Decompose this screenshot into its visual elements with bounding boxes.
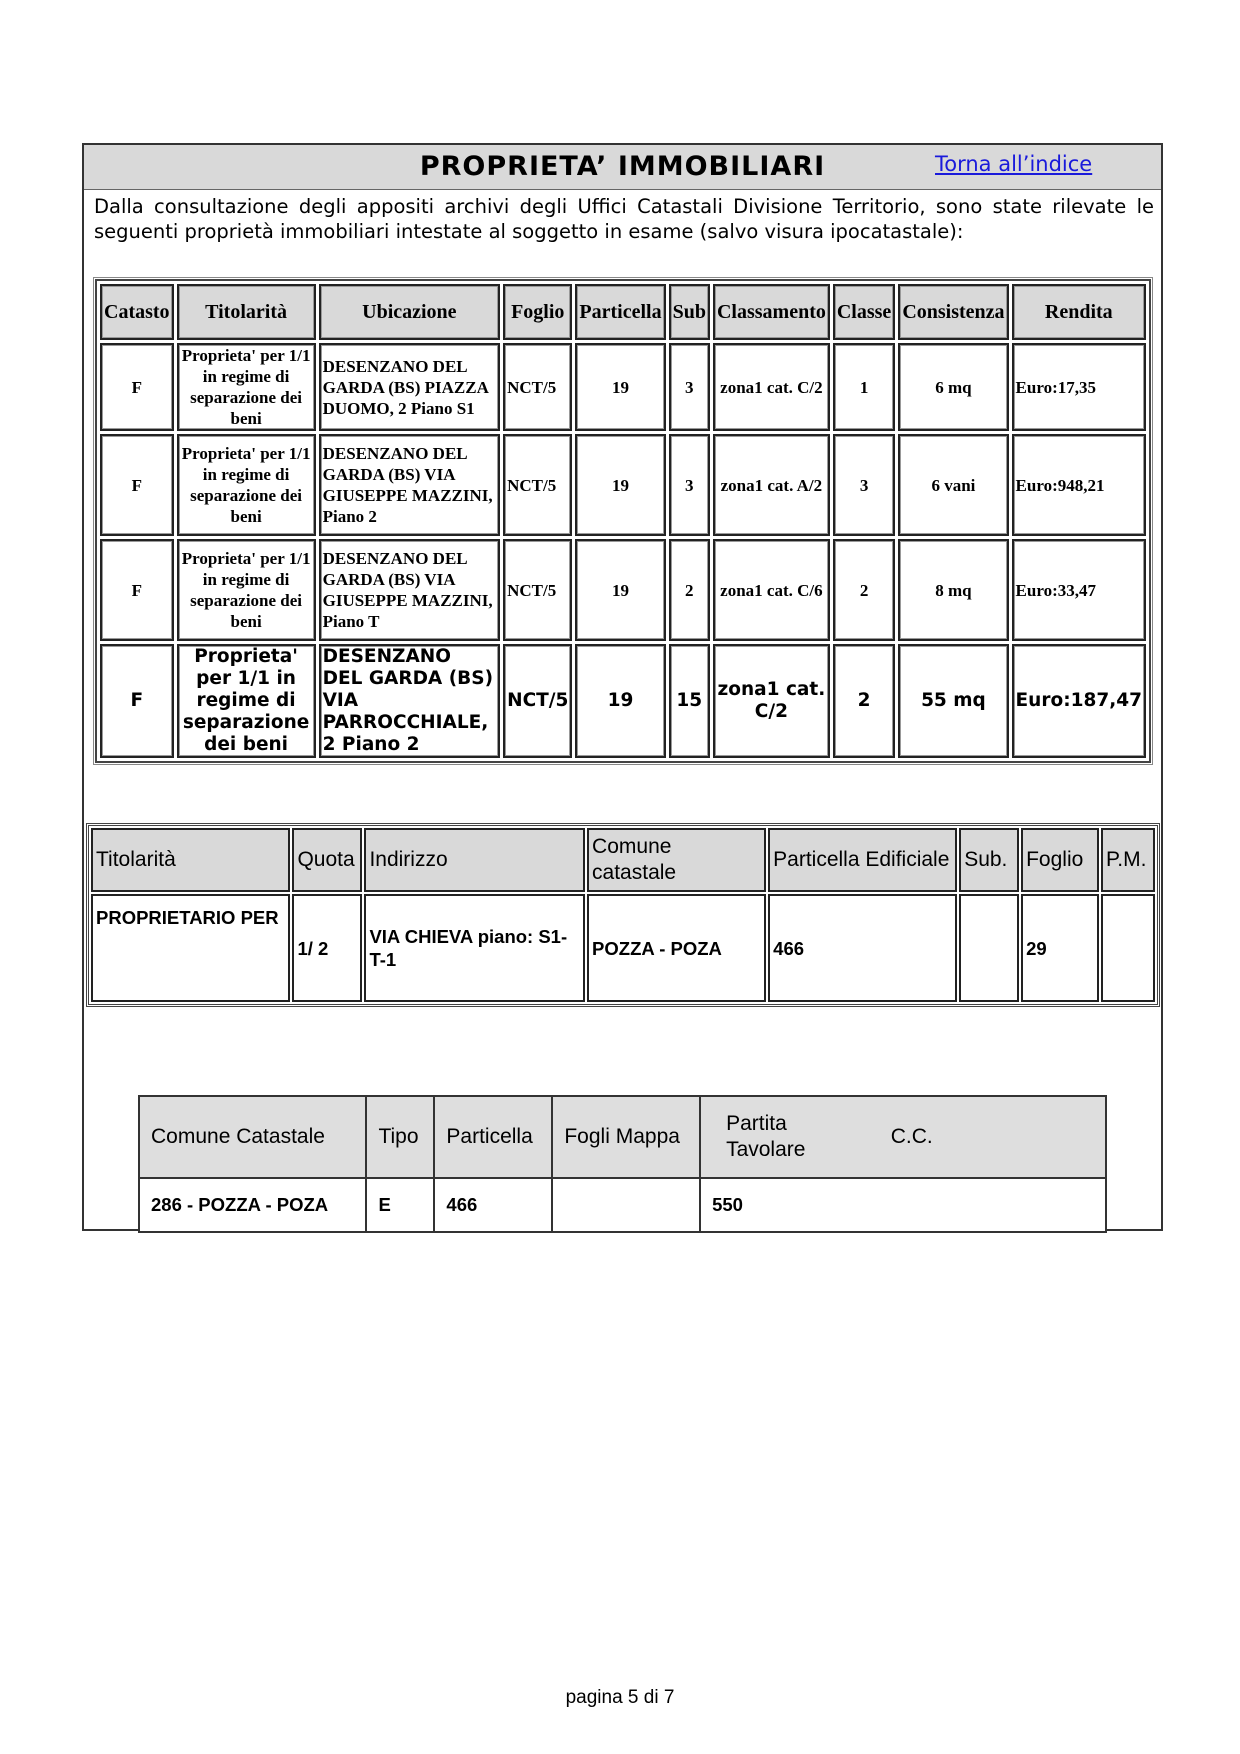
col-cc: C.C. <box>880 1096 1106 1178</box>
cell-rendita: Euro:948,21 <box>1012 434 1146 536</box>
cell-classamento: zona1 cat. C/2 <box>713 343 830 431</box>
cell-foglio: NCT/5 <box>503 539 572 641</box>
cell-catasto: F <box>100 434 174 536</box>
cell-consistenza: 8 mq <box>898 539 1008 641</box>
cell-indirizzo: VIA CHIEVA piano: S1-T-1 <box>364 894 585 1002</box>
cell-classe: 3 <box>833 434 895 536</box>
cell-titolarita: Proprieta' per 1/1 in regime di separazione dei beni <box>177 539 316 641</box>
cell-tipo: E <box>366 1178 434 1232</box>
cell-titolarita: Proprieta' per 1/1 in regime di separazione dei beni <box>177 343 316 431</box>
cell-titolarita: Proprieta' per 1/1 in regime di separazione dei beni <box>177 434 316 536</box>
col-sub: Sub <box>669 284 710 340</box>
col-indirizzo: Indirizzo <box>364 828 585 892</box>
table-header-row <box>139 1096 1106 1178</box>
cell-foglio: NCT/5 <box>503 343 572 431</box>
cell-sub: 3 <box>669 434 710 536</box>
properties-table <box>95 279 1151 763</box>
cell-particella: 19 <box>575 343 665 431</box>
col-catasto: Catasto <box>100 284 174 340</box>
col-particella-edificiale: Particella Edificiale <box>768 828 957 892</box>
cell-partita-tavolare: 550 <box>700 1178 880 1232</box>
col-titolarita: Titolarità <box>91 828 290 892</box>
cell-consistenza: 6 vani <box>898 434 1008 536</box>
table-row <box>139 1178 1106 1232</box>
table-row <box>100 343 1146 431</box>
cell-fogli-mappa <box>552 1178 700 1232</box>
tavolare-summary-table <box>138 1095 1107 1233</box>
page-number: pagina 5 di 7 <box>565 1687 675 1708</box>
col-ubicazione: Ubicazione <box>319 284 500 340</box>
cell-cc <box>880 1178 1106 1232</box>
tavolare-properties-table <box>86 823 1160 1007</box>
col-pm: P.M. <box>1101 828 1155 892</box>
cell-pm <box>1101 894 1155 1002</box>
cell-comune-catastale: POZZA - POZA <box>587 894 766 1002</box>
cell-classamento: zona1 cat. A/2 <box>713 434 830 536</box>
table-row <box>100 644 1146 758</box>
cell-particella: 19 <box>575 434 665 536</box>
col-foglio: Foglio <box>503 284 572 340</box>
cell-rendita: Euro:17,35 <box>1012 343 1146 431</box>
cell-classamento: zona1 cat. C/2 <box>713 644 830 758</box>
cell-sub: 2 <box>669 539 710 641</box>
cell-comune-catastale: 286 - POZZA - POZA <box>139 1178 366 1232</box>
col-foglio: Foglio <box>1021 828 1099 892</box>
col-partita-tavolare: Partita Tavolare <box>700 1096 880 1178</box>
cell-ubicazione: DESENZANO DEL GARDA (BS) VIA GIUSEPPE MAZZINI, Piano 2 <box>319 434 500 536</box>
section-title: PROPRIETA’ IMMOBILIARI <box>419 151 826 182</box>
cell-foglio: NCT/5 <box>503 434 572 536</box>
intro-paragraph: Dalla consultazione degli appositi archivi degli Uffici Catastali Divisione Territorio, sono state rilevate le seguenti proprietà immobiliari intestate al soggetto in esame (salvo visura ipocatastale): <box>94 195 1154 243</box>
cell-classe: 2 <box>833 539 895 641</box>
cell-classe: 1 <box>833 343 895 431</box>
col-titolarita: Titolarità <box>177 284 316 340</box>
cell-ubicazione: DESENZANO DEL GARDA (BS) VIA GIUSEPPE MAZZINI, Piano T <box>319 539 500 641</box>
cell-consistenza: 6 mq <box>898 343 1008 431</box>
cell-particella: 19 <box>575 539 665 641</box>
table-header-row <box>100 284 1146 340</box>
col-classe: Classe <box>833 284 895 340</box>
col-sub: Sub. <box>959 828 1019 892</box>
col-particella: Particella <box>575 284 665 340</box>
cell-particella: 19 <box>575 644 665 758</box>
table-row <box>100 539 1146 641</box>
cell-titolarita: PROPRIETARIO PER <box>91 894 290 1002</box>
cell-sub: 15 <box>669 644 710 758</box>
col-comune-catastale: Comune Catastale <box>139 1096 366 1178</box>
col-comune-catastale: Comune catastale <box>587 828 766 892</box>
cell-quota: 1/ 2 <box>292 894 362 1002</box>
cell-foglio: NCT/5 <box>503 644 572 758</box>
cell-particella-edificiale: 466 <box>768 894 957 1002</box>
cell-catasto: F <box>100 644 174 758</box>
col-particella: Particella <box>434 1096 552 1178</box>
col-tipo: Tipo <box>366 1096 434 1178</box>
cell-ubicazione: DESENZANO DEL GARDA (BS) PIAZZA DUOMO, 2 Piano S1 <box>319 343 500 431</box>
section-header <box>84 145 1161 190</box>
cell-ubicazione: DESENZANO DEL GARDA (BS) VIA PARROCCHIALE, 2 Piano 2 <box>319 644 500 758</box>
cell-titolarita: Proprieta' per 1/1 in regime di separazione dei beni <box>177 644 316 758</box>
back-to-index-link[interactable]: Torna all’indice <box>935 152 1093 176</box>
col-rendita: Rendita <box>1012 284 1146 340</box>
cell-particella: 466 <box>434 1178 552 1232</box>
properties-section <box>82 143 1163 1231</box>
cell-classamento: zona1 cat. C/6 <box>713 539 830 641</box>
col-quota: Quota <box>292 828 362 892</box>
table-row <box>91 894 1155 1002</box>
cell-classe: 2 <box>833 644 895 758</box>
cell-sub <box>959 894 1019 1002</box>
cell-consistenza: 55 mq <box>898 644 1008 758</box>
table-header-row <box>91 828 1155 892</box>
cell-rendita: Euro:33,47 <box>1012 539 1146 641</box>
cell-foglio: 29 <box>1021 894 1099 1002</box>
col-fogli-mappa: Fogli Mappa <box>552 1096 700 1178</box>
cell-rendita: Euro:187,47 <box>1012 644 1146 758</box>
cell-sub: 3 <box>669 343 710 431</box>
cell-catasto: F <box>100 343 174 431</box>
col-consistenza: Consistenza <box>898 284 1008 340</box>
table-row <box>100 434 1146 536</box>
col-classamento: Classamento <box>713 284 830 340</box>
cell-catasto: F <box>100 539 174 641</box>
